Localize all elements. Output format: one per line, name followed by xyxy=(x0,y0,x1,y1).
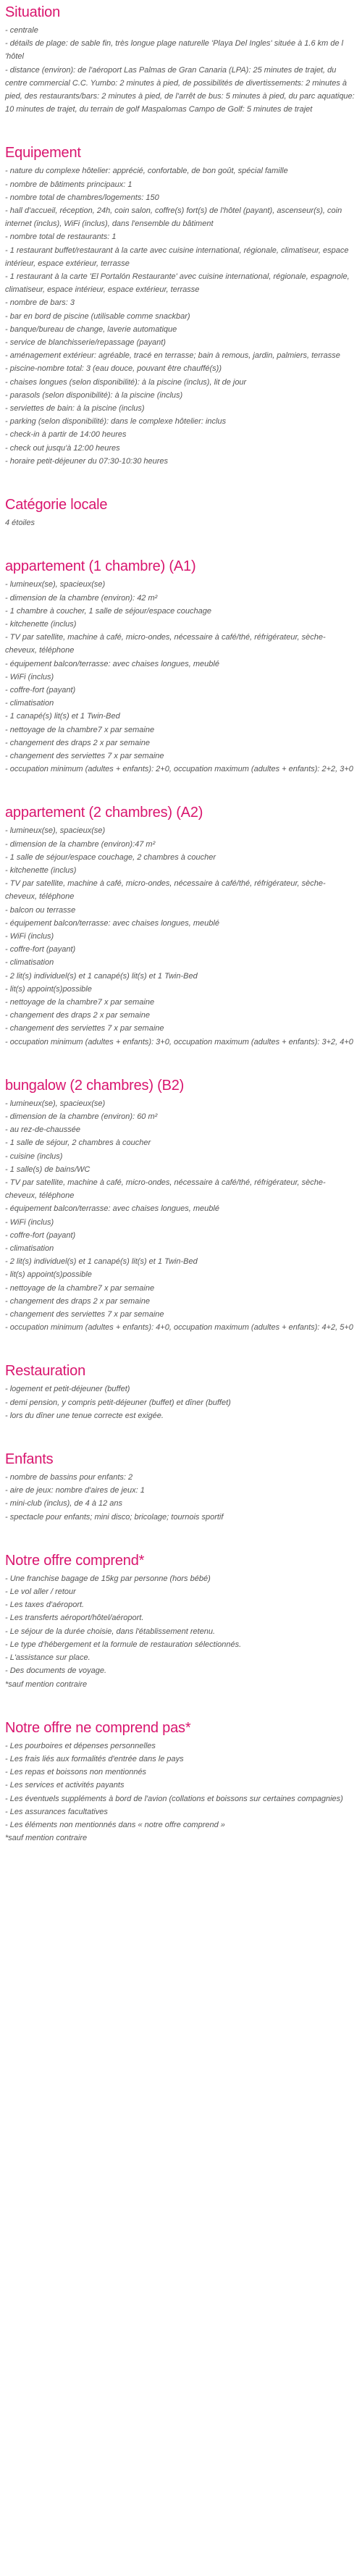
section-body xyxy=(5,578,357,776)
list-item: - lors du dîner une tenue correcte est exigée. xyxy=(5,1411,164,1420)
list-item: - occupation minimum (adultes + enfants): 3+0, occupation maximum (adultes + enfants): 3+2, 4+0 xyxy=(5,1037,353,1046)
list-item: - nombre total de chambres/logements: 150 xyxy=(5,193,159,202)
section-offre-comprend xyxy=(5,1551,357,1691)
footnote: *sauf mention contraire xyxy=(5,1834,88,1843)
section-body xyxy=(5,824,357,1048)
list-item: - dimension de la chambre (environ):47 m² xyxy=(5,839,156,849)
list-item: - logement et petit-déjeuner (buffet) xyxy=(5,1385,130,1394)
list-item: - 2 lit(s) individuel(s) et 1 canapé(s) lit(s) et 1 Twin-Bed xyxy=(5,1257,198,1267)
list-item: - Les repas et boissons non mentionnés xyxy=(5,1768,147,1777)
list-item: - nature du complexe hôtelier: apprécié, confortable, de bon goût, spécial famille xyxy=(5,167,288,176)
list-item: - 1 chambre à coucher, 1 salle de séjour/espace couchage xyxy=(5,606,211,616)
list-item: - coffre-fort (payant) xyxy=(5,945,76,955)
list-item: - changement des serviettes 7 x par semaine xyxy=(5,1024,164,1033)
list-item: - 1 salle(s) de bains/WC xyxy=(5,1165,90,1174)
spacer xyxy=(5,116,357,143)
section-body xyxy=(5,164,357,468)
list-item: - centrale xyxy=(5,26,38,35)
list-item: - 1 restaurant à la carte 'El Portalón Restaurante' avec cuisine international, régionale, espagnole, climatiseur, espace intérieur, espace extérieur, terrasse xyxy=(5,272,350,295)
list-item: - nettoyage de la chambre7 x par semaine xyxy=(5,1283,155,1293)
list-item: - équipement balcon/terrasse: avec chaises longues, meublé xyxy=(5,659,219,668)
list-item: - changement des draps 2 x par semaine xyxy=(5,738,150,747)
list-item: - 1 salle de séjour/espace couchage, 2 chambres à coucher xyxy=(5,852,216,862)
list-item: - parasols (selon disponibilité): à la piscine (inclus) xyxy=(5,390,183,400)
list-item: - nombre de bars: 3 xyxy=(5,298,75,308)
section-title: Notre offre comprend* xyxy=(5,1552,145,1569)
list-item: - L'assistance sur place. xyxy=(5,1653,90,1663)
spacer xyxy=(5,468,357,495)
list-item: - Une franchise bagage de 15kg par personne (hors bébé) xyxy=(5,1574,211,1583)
list-item: - parking (selon disponibilité): dans le complexe hôtelier: inclus xyxy=(5,417,227,427)
list-item: - 1 canapé(s) lit(s) et 1 Twin-Bed xyxy=(5,712,120,721)
section-body xyxy=(5,1471,357,1524)
section-title: bungalow (2 chambres) (B2) xyxy=(5,1077,185,1094)
section-body xyxy=(5,1740,357,1845)
list-item: - service de blanchisserie/repassage (payant) xyxy=(5,338,166,348)
section-body xyxy=(5,1383,357,1422)
section-appartement-a2 xyxy=(5,803,357,1048)
list-item: - Le type d'hébergement et la formule de restauration sélectionnés. xyxy=(5,1640,242,1649)
section-title: appartement (2 chambres) (A2) xyxy=(5,805,203,821)
list-item: - lumineux(se), spacieux(se) xyxy=(5,580,106,590)
footnote: *sauf mention contraire xyxy=(5,1679,88,1689)
list-item: - WiFi (inclus) xyxy=(5,1217,54,1227)
list-item: - aire de jeux: nombre d'aires de jeux: 1 xyxy=(5,1486,145,1495)
list-item: - 1 restaurant buffet/restaurant à la carte avec cuisine international, régionale, climatiseur, espace intérieur, espace extérieur, terrasse xyxy=(5,246,349,268)
spacer xyxy=(5,1524,357,1551)
list-item: - demi pension, y compris petit-déjeuner (buffet) et dîner (buffet) xyxy=(5,1398,231,1407)
list-item: - banque/bureau de change, laverie automatique xyxy=(5,324,177,334)
list-item: - Les éléments non mentionnés dans « notre offre comprend » xyxy=(5,1820,225,1829)
list-item: - aménagement extérieur: agréable, tracé en terrasse; bain à remous, jardin, palmiers, terrasse xyxy=(5,351,340,361)
list-item: - mini-club (inclus), de 4 à 12 ans xyxy=(5,1499,123,1509)
list-item: - cuisine (inclus) xyxy=(5,1151,63,1161)
list-item: - nettoyage de la chambre7 x par semaine xyxy=(5,997,155,1007)
list-item: - kitchenette (inclus) xyxy=(5,619,77,629)
section-situation xyxy=(5,3,357,116)
list-item: - hall d'accueil, réception, 24h, coin salon, coffre(s) fort(s) de l'hôtel (payant), ascenseur(s), coin internet (inclus), WiFi (inclus), dans l'ensemble du bâtiment xyxy=(5,206,342,229)
list-item: - climatisation xyxy=(5,1244,54,1254)
spacer xyxy=(5,1334,357,1362)
list-item: - Les frais liés aux formalités d'entrée dans le pays xyxy=(5,1754,184,1763)
list-item: - climatisation xyxy=(5,699,54,708)
spacer xyxy=(5,776,357,803)
list-item: - changement des draps 2 x par semaine xyxy=(5,1011,150,1020)
list-item: - dimension de la chambre (environ): 42 m² xyxy=(5,593,158,603)
list-item: - bar en bord de piscine (utilisable comme snackbar) xyxy=(5,311,190,321)
section-restauration xyxy=(5,1362,357,1422)
section-title: Catégorie locale xyxy=(5,497,108,513)
list-item: - Les assurances facultatives xyxy=(5,1807,108,1816)
section-body xyxy=(5,1097,357,1335)
list-item: - Des documents de voyage. xyxy=(5,1666,107,1676)
list-item: - Les pourboires et dépenses personnelles xyxy=(5,1741,156,1750)
list-item: - Le séjour de la durée choisie, dans l'établissement retenu. xyxy=(5,1627,216,1636)
list-item: - dimension de la chambre (environ): 60 m² xyxy=(5,1112,158,1121)
section-body xyxy=(5,24,357,116)
list-item: - 2 lit(s) individuel(s) et 1 canapé(s) lit(s) et 1 Twin-Bed xyxy=(5,971,198,981)
section-equipement xyxy=(5,143,357,468)
list-item: - check out jusqu'à 12:00 heures xyxy=(5,443,120,453)
list-item: - changement des serviettes 7 x par semaine xyxy=(5,1310,164,1320)
list-item: - TV par satellite, machine à café, micro-ondes, nécessaire à café/thé, réfrigérateur, sèche-cheveux, téléphone xyxy=(5,633,326,655)
section-title: appartement (1 chambre) (A1) xyxy=(5,558,196,575)
list-item: - lumineux(se), spacieux(se) xyxy=(5,1099,106,1108)
section-title: Enfants xyxy=(5,1451,54,1468)
list-item: - chaises longues (selon disponibilité): à la piscine (inclus), lit de jour xyxy=(5,377,247,387)
list-item: - Le vol aller / retour xyxy=(5,1587,76,1597)
list-item: - TV par satellite, machine à café, micro-ondes, nécessaire à café/thé, réfrigérateur, sèche-cheveux, téléphone xyxy=(5,1178,326,1201)
list-item: - nombre de bassins pour enfants: 2 xyxy=(5,1473,133,1482)
list-item: - piscine-nombre total: 3 (eau douce, pouvant être chauffé(s)) xyxy=(5,364,222,374)
spacer xyxy=(5,1691,357,1719)
list-item: - occupation minimum (adultes + enfants): 4+0, occupation maximum (adultes + enfants): 4+2, 5+0 xyxy=(5,1323,353,1333)
list-item: - climatisation xyxy=(5,958,54,968)
spacer xyxy=(5,529,357,557)
spacer xyxy=(5,1049,357,1076)
section-categorie xyxy=(5,495,357,529)
list-item: - horaire petit-déjeuner du 07:30-10:30 heures xyxy=(5,456,169,466)
section-bungalow-b2 xyxy=(5,1076,357,1335)
section-body xyxy=(5,1572,357,1691)
section-title: Equipement xyxy=(5,145,81,161)
list-item: 4 étoiles xyxy=(5,519,35,528)
list-item: - au rez-de-chaussée xyxy=(5,1125,80,1135)
section-appartement-a1 xyxy=(5,557,357,776)
section-title: Notre offre ne comprend pas* xyxy=(5,1719,191,1736)
spacer xyxy=(5,1422,357,1450)
list-item: - spectacle pour enfants; mini disco; bricolage; tournois sportif xyxy=(5,1512,224,1522)
list-item: - équipement balcon/terrasse: avec chaises longues, meublé xyxy=(5,1204,219,1214)
section-offre-ne-comprend-pas xyxy=(5,1719,357,1845)
list-item: - coffre-fort (payant) xyxy=(5,1230,76,1240)
section-enfants xyxy=(5,1450,357,1524)
list-item: - Les services et activités payants xyxy=(5,1781,125,1790)
list-item: - WiFi (inclus) xyxy=(5,931,54,941)
list-item: - TV par satellite, machine à café, micro-ondes, nécessaire à café/thé, réfrigérateur, sèche-cheveux, téléphone xyxy=(5,879,326,902)
section-title: Restauration xyxy=(5,1363,85,1380)
list-item: - détails de plage: de sable fin, très longue plage naturelle 'Playa Del Ingles' située à 1.6 km de l 'hôtel xyxy=(5,39,344,62)
list-item: - lit(s) appoint(s)possible xyxy=(5,984,92,994)
list-item: - lit(s) appoint(s)possible xyxy=(5,1270,92,1280)
list-item: - Les taxes d'aéroport. xyxy=(5,1600,85,1610)
list-item: - nombre de bâtiments principaux: 1 xyxy=(5,180,132,189)
list-item: - WiFi (inclus) xyxy=(5,672,54,681)
list-item: - nombre total de restaurants: 1 xyxy=(5,232,117,242)
list-item: - kitchenette (inclus) xyxy=(5,865,77,875)
section-body xyxy=(5,516,357,529)
list-item: - lumineux(se), spacieux(se) xyxy=(5,826,106,836)
list-item: - serviettes de bain: à la piscine (inclus) xyxy=(5,404,145,414)
list-item: - changement des draps 2 x par semaine xyxy=(5,1296,150,1306)
list-item: - Les éventuels suppléments à bord de l'avion (collations et boissons sur certaines compagnies) xyxy=(5,1794,343,1803)
list-item: - changement des serviettes 7 x par semaine xyxy=(5,751,164,760)
list-item: - Les transferts aéroport/hôtel/aéroport. xyxy=(5,1614,144,1623)
list-item: - équipement balcon/terrasse: avec chaises longues, meublé xyxy=(5,918,219,928)
list-item: - nettoyage de la chambre7 x par semaine xyxy=(5,725,155,734)
list-item: - balcon ou terrasse xyxy=(5,905,76,915)
list-item: - coffre-fort (payant) xyxy=(5,685,76,695)
list-item: - check-in à partir de 14:00 heures xyxy=(5,430,127,440)
section-title: Situation xyxy=(5,4,61,20)
list-item: - occupation minimum (adultes + enfants): 2+0, occupation maximum (adultes + enfants): 2+2, 3+0 xyxy=(5,765,353,774)
list-item: - distance (environ): de l'aéroport Las Palmas de Gran Canaria (LPA): 25 minutes de trajet, du centre commercial C.C. Yumbo: 2 minutes à pied, de possibilités de divertissements: 2 minutes à pied, des restaurants/bars: 2 minutes à pied, de l'arrêt de bus: 5 minutes à pied, du parc aquatique: 10 minutes de trajet, du terrain de golf Maspalomas Campo de Golf: 5 minutes de trajet xyxy=(5,65,355,114)
list-item: - 1 salle de séjour, 2 chambres à coucher xyxy=(5,1138,151,1148)
